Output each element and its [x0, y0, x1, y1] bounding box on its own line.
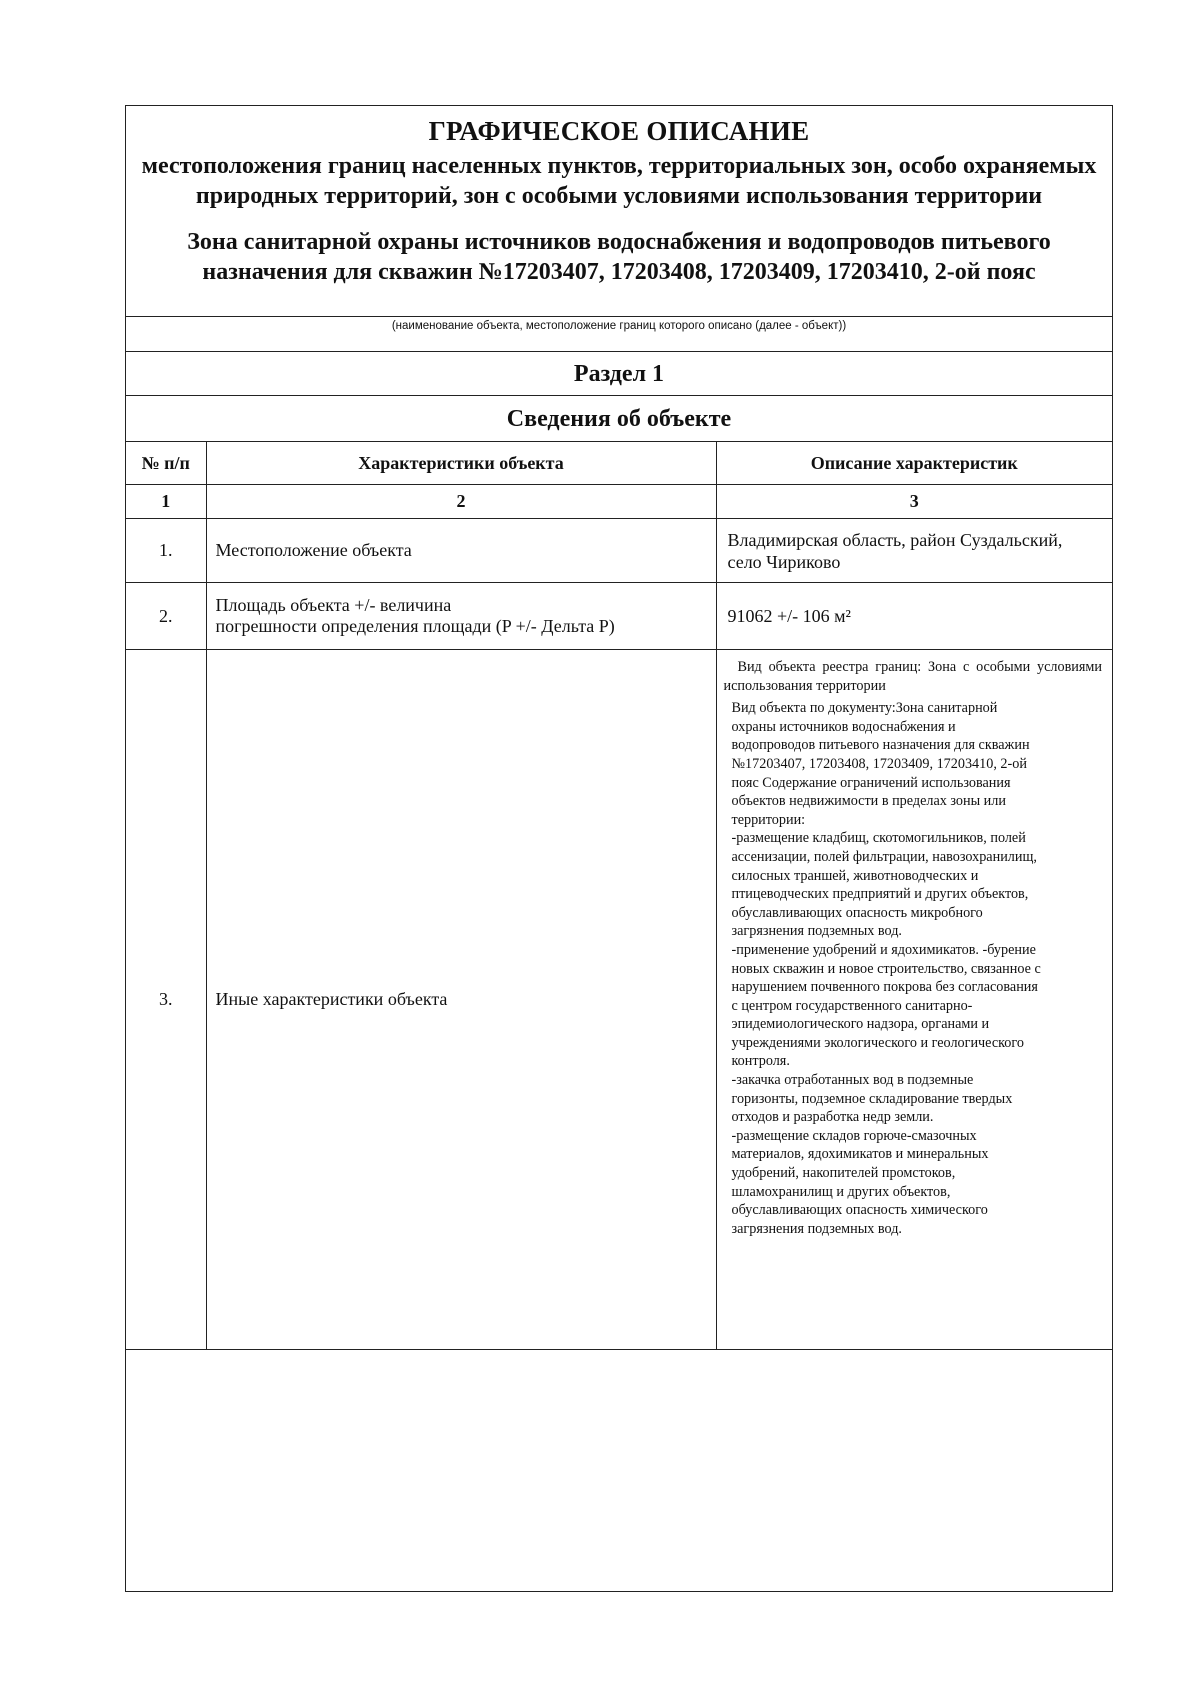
- description-line: контроля.: [731, 1053, 790, 1070]
- table-row: [126, 650, 1112, 1350]
- description-line: -применение удобрений и ядохимикатов. -бурение: [731, 941, 1036, 958]
- column-index: 2: [206, 485, 716, 519]
- description-line: загрязнения подземных вод.: [731, 923, 902, 940]
- description-line: новых скважин и новое строительство, связанное с: [731, 960, 1041, 977]
- description-line: -закачка отработанных вод в подземные: [731, 1072, 974, 1089]
- row-characteristic: Местоположение объекта: [206, 519, 716, 583]
- description-line: Вид объекта по документу:Зона санитарной: [731, 700, 998, 717]
- row-number: 3.: [126, 650, 206, 1350]
- row-number: 2.: [126, 583, 206, 650]
- description-line: загрязнения подземных вод.: [731, 1220, 902, 1237]
- description-line: -размещение складов горюче-смазочных: [731, 1127, 977, 1144]
- description-line: пояс Содержание ограничений использования: [731, 774, 1011, 791]
- description-line: территории:: [731, 811, 806, 828]
- description-line: -размещение кладбищ, скотомогильников, полей: [731, 830, 1026, 847]
- description-line: эпидемиологического надзора, органами и: [731, 1016, 990, 1033]
- description-line: силосных траншей, животноводческих и: [731, 867, 979, 884]
- description-line: водопроводов питьевого назначения для скважин: [731, 737, 1030, 754]
- column-index: 1: [126, 485, 206, 519]
- description-line: птицеводческих предприятий и других объектов,: [731, 886, 1029, 903]
- description-line: Владимирская область, район Суздальский,: [727, 529, 1063, 550]
- row-number: 1.: [126, 519, 206, 583]
- section-subtitle: Сведения об объекте: [126, 396, 1112, 442]
- column-index-row: [126, 485, 1112, 519]
- description-line: обуславливающих опасность химического: [731, 1202, 988, 1219]
- column-header-characteristic: Характеристики объекта: [206, 442, 716, 485]
- row-description: [716, 650, 1112, 1350]
- description-line: село Чириково: [727, 551, 841, 572]
- blank-area: [126, 1336, 1112, 1591]
- column-header-description: Описание характеристик: [716, 442, 1112, 485]
- description-line: охраны источников водоснабжения и: [731, 718, 956, 735]
- column-index: 3: [716, 485, 1112, 519]
- document-subtitle: местоположения границ населенных пунктов, территориальных зон, особо охраняемых природных территорий, зон с особыми условиями использования территории: [141, 153, 1097, 209]
- registry-type-text: Вид объекта реестра границ: Зона с особыми условиями использования территории: [723, 659, 1102, 694]
- description-line: ассенизации, полей фильтрации, навозохранилищ,: [731, 848, 1037, 865]
- description-line: шламохранилищ и других объектов,: [731, 1183, 951, 1200]
- description-line: горизонты, подземное складирование твердых: [731, 1090, 1013, 1107]
- description-line: обуславливающих опасность микробного: [731, 904, 983, 921]
- characteristic-line: погрешности определения площади (P +/- Дельта P): [215, 616, 615, 636]
- document-header: [126, 106, 1112, 316]
- description-line: с центром государственного санитарно-: [731, 997, 973, 1014]
- row-description: [716, 519, 1112, 583]
- object-caption: (наименование объекта, местоположение границ которого описано (далее - объект)): [126, 316, 1112, 352]
- row-characteristic: Иные характеристики объекта: [206, 650, 716, 1350]
- description-line: объектов недвижимости в пределах зоны или: [731, 793, 1006, 810]
- object-name: Зона санитарной охраны источников водоснабжения и водопроводов питьевого назначения для скважин №17203407, 17203408, 17203409, 17203410, 2-ой пояс: [187, 229, 1051, 285]
- description-line: учреждениями экологического и геологического: [731, 1034, 1024, 1051]
- section-title: Раздел 1: [126, 352, 1112, 396]
- document-type-text: [724, 699, 1103, 1238]
- document-sheet: [125, 105, 1113, 1592]
- characteristic-line: Площадь объекта +/- величина: [215, 595, 452, 615]
- description-line: отходов и разработка недр земли.: [731, 1109, 934, 1126]
- description-line: материалов, ядохимикатов и минеральных: [731, 1146, 989, 1163]
- description-line: №17203407, 17203408, 17203409, 17203410, 2-ой: [731, 755, 1027, 772]
- row-characteristic: [206, 583, 716, 650]
- document-title: ГРАФИЧЕСКОЕ ОПИСАНИЕ: [428, 116, 810, 146]
- column-header-number: № п/п: [126, 442, 206, 485]
- row-description: 91062 +/- 106 м²: [716, 583, 1112, 650]
- characteristics-table: [126, 442, 1112, 1350]
- table-row: [126, 519, 1112, 583]
- table-header-row: [126, 442, 1112, 485]
- table-row: [126, 583, 1112, 650]
- description-line: нарушением почвенного покрова без согласования: [731, 979, 1038, 996]
- description-line: удобрений, накопителей промстоков,: [731, 1165, 956, 1182]
